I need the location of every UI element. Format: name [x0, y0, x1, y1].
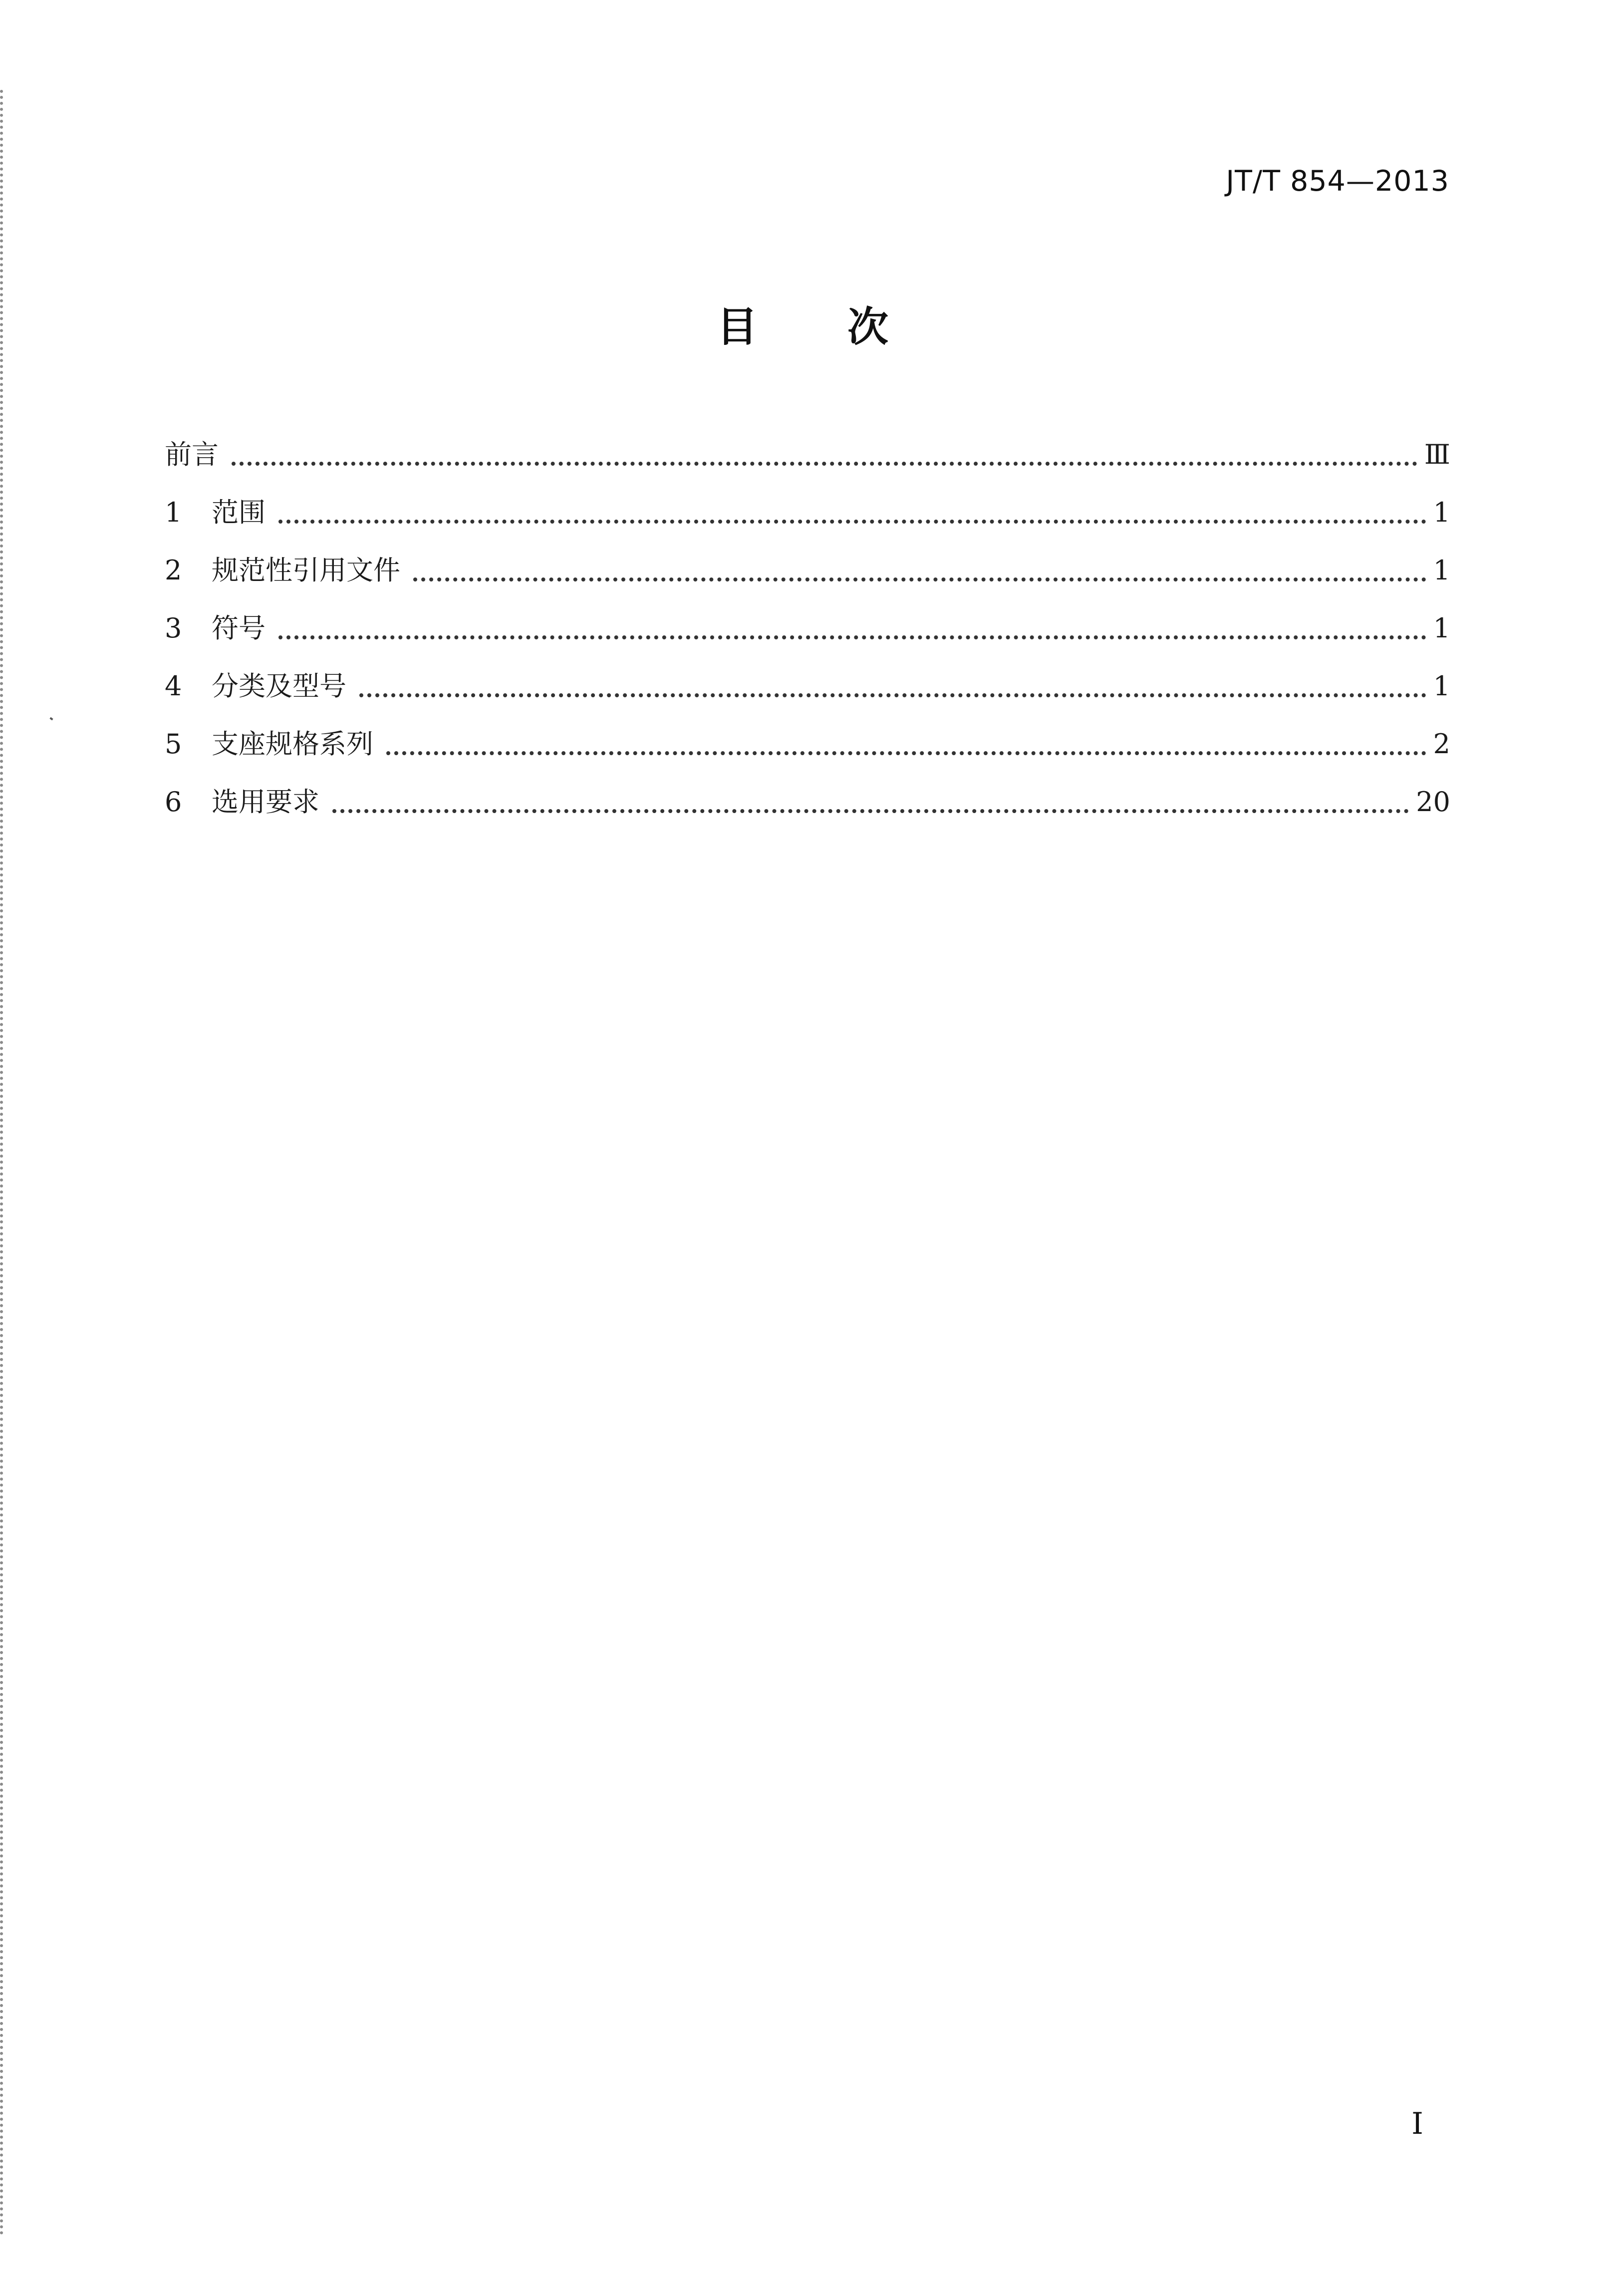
scan-speck: [49, 717, 53, 721]
toc-entry-page: 1: [1433, 555, 1450, 586]
toc-entry-page: 20: [1416, 786, 1450, 818]
toc-entry-normative-references[interactable]: [165, 549, 1450, 607]
dot-leader: [332, 805, 1409, 813]
dot-leader: [359, 689, 1426, 697]
toc-entry-label: 范围: [212, 497, 266, 528]
toc-entry-label: 选用要求: [212, 786, 319, 818]
page-title: 目次: [717, 303, 978, 351]
table-of-contents: [165, 433, 1450, 839]
dot-leader: [386, 747, 1426, 755]
toc-entry-label: 符号: [212, 612, 266, 644]
toc-entry-selection-requirements[interactable]: [165, 781, 1450, 839]
toc-entry-scope[interactable]: [165, 491, 1450, 549]
dot-leader: [278, 516, 1426, 524]
toc-entry-number: 2: [165, 555, 182, 586]
toc-entry-number: 1: [165, 497, 182, 528]
document-code: JT/T 854—2013: [1226, 165, 1449, 198]
toc-entry-classification[interactable]: [165, 665, 1450, 723]
toc-entry-symbols[interactable]: [165, 607, 1450, 665]
toc-entry-number: 5: [165, 728, 182, 760]
toc-entry-foreword[interactable]: [165, 433, 1450, 491]
toc-entry-page: 2: [1433, 728, 1450, 760]
dot-leader: [232, 458, 1417, 466]
dot-leader: [278, 631, 1426, 639]
toc-entry-number: 4: [165, 670, 182, 702]
dot-leader: [413, 574, 1426, 581]
binding-dotted-line: [0, 90, 3, 2236]
toc-entry-number: 3: [165, 612, 182, 644]
toc-entry-page: 1: [1433, 670, 1450, 702]
toc-entry-label: 支座规格系列: [212, 728, 373, 760]
toc-entry-bearing-series[interactable]: [165, 723, 1450, 781]
toc-entry-label: 规范性引用文件: [212, 555, 400, 586]
toc-entry-number: 6: [165, 786, 182, 818]
toc-entry-page: Ⅲ: [1424, 439, 1450, 470]
toc-entry-page: 1: [1433, 497, 1450, 528]
toc-entry-label: 前言: [165, 439, 219, 470]
toc-entry-page: 1: [1433, 612, 1450, 644]
page-number: I: [1411, 2106, 1423, 2141]
toc-entry-label: 分类及型号: [212, 670, 346, 702]
